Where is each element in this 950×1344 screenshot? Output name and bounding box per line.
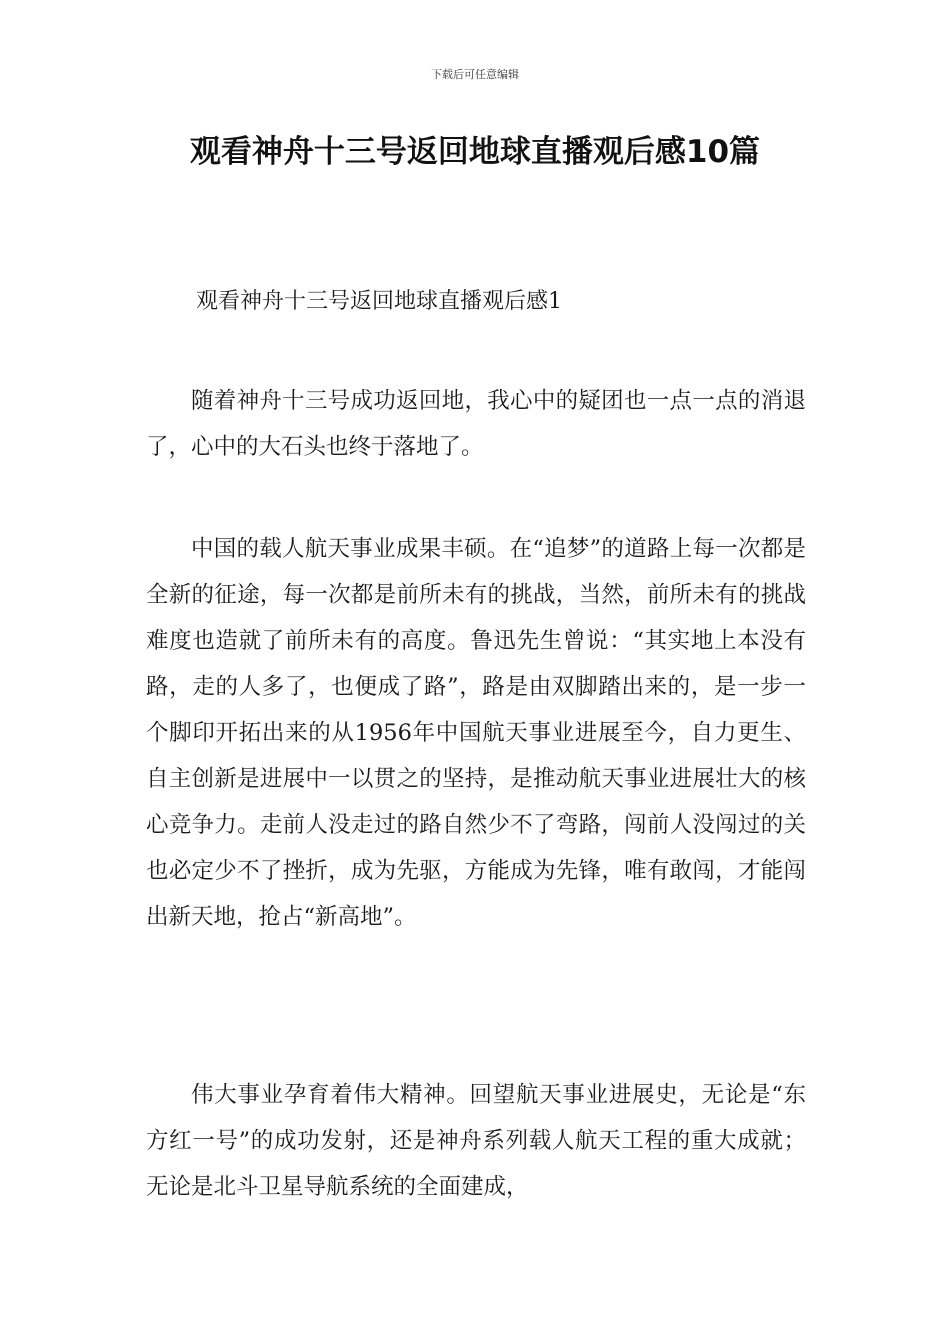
paragraph-2: 中国的载人航天事业成果丰硕。在“追梦”的道路上每一次都是全新的征途，每一次都是前所未有的挑战，当然，前所未有的挑战难度也造就了前所未有的高度。鲁迅先生曾说：“其实地上本没有路，走的人多了，也便成了路”，路是由双脚踏出来的，是一步一个脚印开拓出来的从1956年中国航天事业进展至今，自力更生、自主创新是进展中一以贯之的坚持，是推动航天事业进展壮大的核心竞争力。走前人没走过的路自然少不了弯路，闯前人没闯过的关也必定少不了挫折，成为先驱，方能成为先锋，唯有敢闯，才能闯出新天地，抢占“新高地”。 [146, 536, 806, 930]
header-note: 下载后可任意编辑 [431, 68, 519, 81]
paragraph-3: 伟大事业孕育着伟大精神。回望航天事业进展史，无论是“东方红一号”的成功发射，还是神舟系列载人航天工程的重大成就；无论是北斗卫星导航系统的全面建成， [146, 1082, 806, 1200]
paragraph-1: 随着神舟十三号成功返回地，我心中的疑团也一点一点的消退了，心中的大石头也终于落地了。 [146, 388, 806, 460]
section-heading: 观看神舟十三号返回地球直播观后感1 [196, 289, 562, 314]
document-title: 观看神舟十三号返回地球直播观后感10篇 [189, 134, 761, 170]
